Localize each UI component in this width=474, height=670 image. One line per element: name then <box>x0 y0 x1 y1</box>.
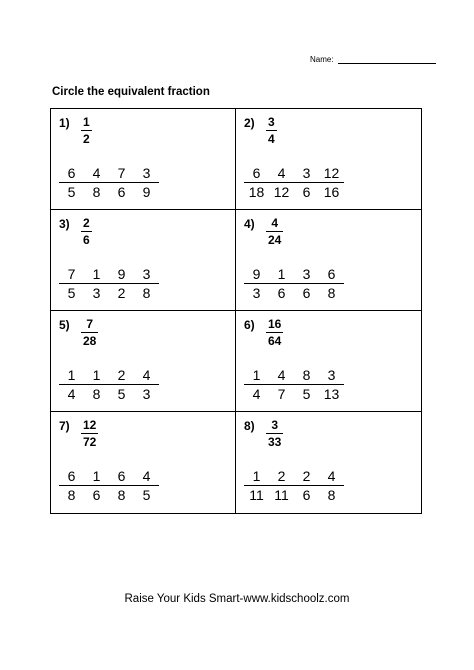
problem-number: 1) <box>59 116 70 130</box>
numerator: 1 <box>277 266 286 282</box>
fraction-bar <box>81 332 98 333</box>
answer-choices <box>59 469 159 502</box>
numerator: 3 <box>142 266 151 282</box>
denominator: 3 <box>142 386 151 402</box>
denominator: 6 <box>302 487 311 503</box>
numerator: 16 <box>268 317 282 331</box>
numerator: 4 <box>142 468 151 484</box>
numerator: 4 <box>92 165 101 181</box>
fraction-bar <box>266 332 283 333</box>
numerator: 4 <box>142 367 151 383</box>
choice-fraction[interactable] <box>269 469 294 502</box>
choice-fraction[interactable] <box>84 166 109 199</box>
numerator: 1 <box>252 468 261 484</box>
fraction-bar <box>294 384 319 385</box>
fraction-bar <box>294 485 319 486</box>
question-fraction <box>81 217 92 246</box>
denominator: 2 <box>117 285 126 301</box>
denominator: 2 <box>83 132 90 146</box>
footer-credit: Raise Your Kids Smart-www.kidschoolz.com <box>124 593 350 605</box>
fraction-bar <box>266 231 283 232</box>
problem-number: 3) <box>59 217 70 231</box>
numerator: 3 <box>327 367 336 383</box>
denominator: 5 <box>302 386 311 402</box>
denominator: 8 <box>327 285 336 301</box>
denominator: 3 <box>252 285 261 301</box>
denominator: 6 <box>277 285 286 301</box>
numerator: 8 <box>302 367 311 383</box>
denominator: 6 <box>83 233 90 247</box>
denominator: 33 <box>268 435 282 449</box>
numerator: 6 <box>67 468 76 484</box>
denominator: 5 <box>67 285 76 301</box>
numerator: 7 <box>86 317 94 331</box>
denominator: 6 <box>117 184 126 200</box>
numerator: 1 <box>83 115 90 129</box>
fraction-bar <box>84 182 109 183</box>
choice-fraction[interactable] <box>134 267 159 300</box>
problem-number: 6) <box>244 318 255 332</box>
fraction-bar <box>84 384 109 385</box>
choice-fraction[interactable] <box>134 166 159 199</box>
fraction-bar <box>294 182 319 183</box>
fraction-bar <box>244 283 269 284</box>
denominator: 4 <box>252 386 261 402</box>
choice-fraction[interactable] <box>319 267 344 300</box>
denominator: 4 <box>67 386 76 402</box>
problem-cell <box>236 311 421 412</box>
choice-fraction[interactable] <box>84 368 109 401</box>
denominator: 5 <box>117 386 126 402</box>
denominator: 24 <box>268 233 282 247</box>
numerator: 4 <box>277 367 286 383</box>
fraction-bar <box>81 433 98 434</box>
numerator: 4 <box>271 216 279 230</box>
fraction-bar <box>109 283 134 284</box>
problem-grid <box>50 108 422 514</box>
fraction-bar <box>266 433 283 434</box>
fraction-bar <box>319 384 344 385</box>
question-fraction <box>266 217 283 246</box>
denominator: 6 <box>302 184 311 200</box>
fraction-bar <box>59 283 84 284</box>
denominator: 13 <box>323 386 340 402</box>
denominator: 12 <box>273 184 290 200</box>
denominator: 7 <box>277 386 286 402</box>
answer-choices <box>244 469 344 502</box>
numerator: 3 <box>268 115 275 129</box>
choice-fraction[interactable] <box>134 469 159 502</box>
numerator: 6 <box>252 165 261 181</box>
fraction-bar <box>109 384 134 385</box>
numerator: 1 <box>92 468 101 484</box>
choice-fraction[interactable] <box>109 368 134 401</box>
name-label: Name: <box>310 55 334 64</box>
choice-fraction[interactable] <box>294 469 319 502</box>
choice-fraction[interactable] <box>59 469 84 502</box>
denominator: 72 <box>83 435 97 449</box>
question-fraction <box>266 419 283 448</box>
problem-cell <box>51 412 236 513</box>
choice-fraction[interactable] <box>109 469 134 502</box>
numerator: 2 <box>117 367 126 383</box>
fraction-bar <box>109 485 134 486</box>
choice-fraction[interactable] <box>269 166 294 199</box>
numerator: 1 <box>252 367 261 383</box>
answer-choices <box>59 267 159 300</box>
denominator: 5 <box>67 184 76 200</box>
choice-fraction[interactable] <box>244 267 269 300</box>
fraction-bar <box>84 283 109 284</box>
denominator: 8 <box>92 386 101 402</box>
numerator: 12 <box>323 165 340 181</box>
answer-choices <box>244 368 344 401</box>
question-fraction <box>81 318 98 347</box>
denominator: 6 <box>302 285 311 301</box>
numerator: 6 <box>117 468 126 484</box>
problem-cell <box>51 109 236 210</box>
choice-fraction[interactable] <box>244 368 269 401</box>
denominator: 9 <box>142 184 151 200</box>
choice-fraction[interactable] <box>294 368 319 401</box>
fraction-bar <box>269 283 294 284</box>
numerator: 9 <box>252 266 261 282</box>
problem-cell <box>51 210 236 311</box>
denominator: 5 <box>142 487 151 503</box>
numerator: 2 <box>302 468 311 484</box>
fraction-bar <box>244 384 269 385</box>
question-fraction <box>81 116 92 145</box>
denominator: 3 <box>92 285 101 301</box>
numerator: 6 <box>327 266 336 282</box>
fraction-bar <box>266 130 277 131</box>
fraction-bar <box>269 485 294 486</box>
choice-fraction[interactable] <box>84 267 109 300</box>
numerator: 1 <box>67 367 76 383</box>
numerator: 4 <box>327 468 336 484</box>
problem-number: 4) <box>244 217 255 231</box>
choice-fraction[interactable] <box>59 267 84 300</box>
numerator: 1 <box>92 367 101 383</box>
choice-fraction[interactable] <box>59 166 84 199</box>
numerator: 2 <box>83 216 90 230</box>
numerator: 7 <box>117 165 126 181</box>
problem-number: 8) <box>244 419 255 433</box>
denominator: 8 <box>117 487 126 503</box>
fraction-bar <box>59 182 84 183</box>
choice-fraction[interactable] <box>109 166 134 199</box>
fraction-bar <box>59 485 84 486</box>
fraction-bar <box>294 283 319 284</box>
problem-number: 2) <box>244 116 255 130</box>
choice-fraction[interactable] <box>84 469 109 502</box>
choice-fraction[interactable] <box>319 166 344 199</box>
numerator: 7 <box>67 266 76 282</box>
fraction-bar <box>244 485 269 486</box>
choice-fraction[interactable] <box>294 267 319 300</box>
problem-cell <box>236 412 421 513</box>
fraction-bar <box>269 384 294 385</box>
fraction-bar <box>319 182 344 183</box>
fraction-bar <box>134 283 159 284</box>
fraction-bar <box>134 384 159 385</box>
answer-choices <box>59 166 159 199</box>
answer-choices <box>244 166 344 199</box>
numerator: 9 <box>117 266 126 282</box>
problem-number: 7) <box>59 419 70 433</box>
question-fraction <box>266 116 277 145</box>
answer-choices <box>59 368 159 401</box>
choice-fraction[interactable] <box>59 368 84 401</box>
choice-fraction[interactable] <box>134 368 159 401</box>
denominator: 8 <box>327 487 336 503</box>
fraction-bar <box>134 182 159 183</box>
numerator: 1 <box>92 266 101 282</box>
numerator: 6 <box>67 165 76 181</box>
numerator: 3 <box>302 165 311 181</box>
denominator: 28 <box>83 334 97 348</box>
fraction-bar <box>81 231 92 232</box>
problem-cell <box>236 210 421 311</box>
question-fraction <box>266 318 283 347</box>
numerator: 12 <box>83 418 97 432</box>
name-field-row <box>310 55 436 64</box>
denominator: 11 <box>249 487 264 503</box>
name-blank-line[interactable] <box>338 57 436 64</box>
fraction-bar <box>59 384 84 385</box>
denominator: 6 <box>92 487 101 503</box>
fraction-bar <box>319 283 344 284</box>
fraction-bar <box>319 485 344 486</box>
choice-fraction[interactable] <box>244 469 269 502</box>
choice-fraction[interactable] <box>244 166 269 199</box>
denominator: 4 <box>268 132 275 146</box>
denominator: 64 <box>268 334 282 348</box>
answer-choices <box>244 267 344 300</box>
question-fraction <box>81 419 98 448</box>
denominator: 16 <box>323 184 340 200</box>
problem-number: 5) <box>59 318 70 332</box>
problem-cell <box>236 109 421 210</box>
denominator: 18 <box>248 184 265 200</box>
denominator: 8 <box>142 285 151 301</box>
numerator: 3 <box>271 418 279 432</box>
denominator: 8 <box>67 487 76 503</box>
choice-fraction[interactable] <box>109 267 134 300</box>
fraction-bar <box>244 182 269 183</box>
choice-fraction[interactable] <box>269 368 294 401</box>
choice-fraction[interactable] <box>269 267 294 300</box>
choice-fraction[interactable] <box>294 166 319 199</box>
fraction-bar <box>134 485 159 486</box>
instruction-heading: Circle the equivalent fraction <box>52 86 210 98</box>
fraction-bar <box>84 485 109 486</box>
fraction-bar <box>269 182 294 183</box>
numerator: 4 <box>277 165 286 181</box>
numerator: 2 <box>277 468 286 484</box>
numerator: 3 <box>142 165 151 181</box>
fraction-bar <box>81 130 92 131</box>
denominator: 11 <box>274 487 289 503</box>
choice-fraction[interactable] <box>319 368 344 401</box>
numerator: 3 <box>302 266 311 282</box>
denominator: 8 <box>92 184 101 200</box>
problem-cell <box>51 311 236 412</box>
choice-fraction[interactable] <box>319 469 344 502</box>
fraction-bar <box>109 182 134 183</box>
